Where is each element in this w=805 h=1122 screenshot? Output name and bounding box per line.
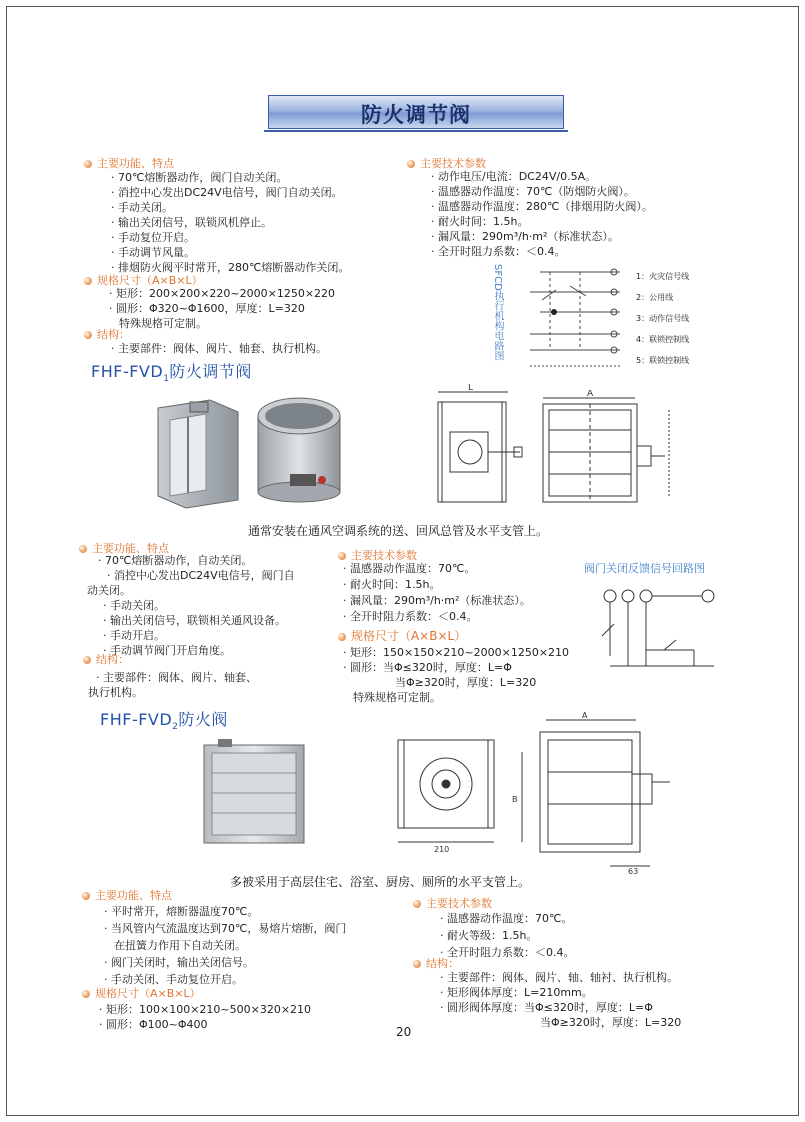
circuit-vertical-label: SFCD执行机构电路图: [492, 264, 503, 361]
list-item: · 手动开启。: [103, 629, 165, 642]
s1-size-heading: 规格尺寸（A×B×L）: [84, 272, 203, 288]
s2-struct-heading: 结构：: [83, 651, 129, 667]
list-item: · 耐火等级：1.5h。: [440, 929, 538, 942]
list-item: · 消控中心发出DC24V电信号，阀门自动关闭。: [111, 186, 343, 199]
s3-size-list: [99, 1002, 311, 1032]
list-item: · 矩形：200×200×220~2000×1250×220: [109, 287, 336, 300]
s2-functions-heading: 主要功能、特点: [79, 540, 169, 556]
list-item: · 矩形：150×150×210~2000×1250×210: [343, 646, 570, 659]
legend-item: 1：火灾信号线: [636, 272, 690, 281]
s1-tech-heading: 主要技术参数: [407, 155, 486, 171]
list-item: · 圆形：当Φ≤320时，厚度：L=Φ: [343, 661, 512, 674]
feedback-circuit-title: 阀门关闭反馈信号回路图: [584, 562, 705, 575]
list-item: · 70℃熔断器动作，自动关闭。: [98, 554, 253, 567]
bullet-icon: [407, 160, 415, 168]
s3-struct-heading: 结构：: [413, 955, 459, 971]
dimension-label: 210: [434, 845, 450, 854]
model-2-side-drawing: [392, 730, 504, 855]
list-item: · 手动复位开启。: [111, 231, 195, 244]
list-item: · 温感器动作温度：280℃（排烟用防火阀）。: [431, 200, 653, 213]
rectangular-damper-photo: [150, 390, 246, 510]
s3-functions-list: [104, 903, 346, 988]
dimension-label: L: [468, 384, 474, 393]
list-item: · 当风管内气流温度达到70℃，易熔片熔断，阀门: [104, 922, 347, 935]
list-item: · 阀门关闭时，输出关闭信号。: [104, 956, 254, 969]
s1-functions-heading: 主要功能、特点: [84, 155, 174, 171]
list-item: · 消控中心发出DC24V电信号，阀门自: [107, 569, 295, 582]
dimension-label: A: [582, 712, 588, 720]
list-item: 特殊规格可定制。: [353, 691, 441, 704]
dimension-label: B: [512, 795, 518, 804]
s2-size-list: [343, 645, 569, 705]
list-item: 动关闭。: [87, 584, 131, 597]
list-item: · 70℃熔断器动作，阀门自动关闭。: [111, 171, 288, 184]
model-1-title: FHF-$FVD_1$防火调节阀: [91, 362, 252, 385]
caption-1: 通常安装在通风空调系统的送、回风总管及水平支管上。: [248, 524, 549, 538]
list-item: · 平时常开，熔断器温度70℃。: [104, 905, 259, 918]
legend-item: 2：公用线: [636, 293, 674, 302]
circuit-legend: [636, 271, 689, 376]
list-item: · 全开时阻力系数：＜0.4。: [431, 245, 566, 258]
list-item: · 圆形阀体厚度：当Φ≤320时，厚度：L=Φ: [440, 1001, 653, 1014]
s1-struct-heading: 结构：: [84, 326, 130, 342]
list-item: · 矩形阀体厚度：L=210mm。: [440, 986, 593, 999]
list-item: 特殊规格可定制。: [119, 317, 207, 330]
bullet-icon: [84, 331, 92, 339]
legend-item: 5：联锁控制线: [636, 356, 690, 365]
s3-functions-heading: 主要功能、特点: [82, 887, 172, 903]
s3-struct-list: [440, 970, 681, 1030]
list-item: · 排烟防火阀平时常开，280℃熔断器动作关闭。: [111, 261, 350, 274]
s2-functions-list: [87, 553, 295, 658]
list-item: · 漏风量：290m³/h·m²（标准状态）。: [431, 230, 619, 243]
list-item: · 手动关闭、手动复位开启。: [104, 973, 243, 986]
list-item: · 温感器动作温度：70℃（防烟防火阀）。: [431, 185, 635, 198]
dimension-label: 63: [628, 867, 639, 876]
bullet-icon: [338, 552, 346, 560]
legend-item: 3：动作信号线: [636, 314, 690, 323]
s2-size-heading: 规格尺寸（A×B×L）: [338, 627, 466, 644]
list-item: · 动作电压/电流：DC24V/0.5A。: [431, 170, 597, 183]
sfcd-circuit-diagram: [510, 262, 630, 372]
bullet-icon: [82, 990, 90, 998]
bullet-icon: [84, 160, 92, 168]
list-item: · 耐火时间：1.5h。: [343, 578, 441, 591]
bullet-icon: [84, 277, 92, 285]
bullet-icon: [79, 545, 87, 553]
s1-tech-list: [431, 169, 653, 259]
side-view-drawing: [428, 384, 528, 509]
page-title: 防火调节阀: [361, 103, 471, 127]
model-2-front-drawing: [510, 712, 680, 877]
list-item: · 手动关闭。: [103, 599, 165, 612]
list-item: · 手动调节阀门开启角度。: [103, 644, 231, 657]
list-item: · 手动关闭。: [111, 201, 173, 214]
list-item: · 温感器动作温度：70℃。: [440, 912, 573, 925]
list-item: · 全开时阻力系数：＜0.4。: [440, 946, 575, 959]
legend-item: 4：联锁控制线: [636, 335, 690, 344]
title-banner: [268, 95, 564, 129]
list-item: · 主要部件：阀体、阀片、轴、轴衬、执行机构。: [440, 971, 678, 984]
s1-size-list: [109, 286, 335, 331]
front-view-drawing: [535, 390, 675, 510]
s1-struct-text: · 主要部件：阀体、阀片、轴套、执行机构。: [111, 342, 327, 355]
s1-functions-list: [111, 170, 349, 275]
round-damper-photo: [250, 390, 348, 508]
list-item: · 主要部件：阀体、阀片、轴套、: [96, 671, 257, 684]
list-item: 当Φ≥320时，厚度：L=320: [540, 1016, 682, 1029]
caption-2: 多被采用于高层住宅、浴室、厨房、厕所的水平支管上。: [230, 875, 531, 889]
s2-tech-list: [343, 561, 531, 625]
bullet-icon: [83, 656, 91, 664]
s2-struct-list: [88, 670, 257, 700]
list-item: · 输出关闭信号，联锁风机停止。: [111, 216, 272, 229]
list-item: · 矩形：100×100×210~500×320×210: [99, 1003, 312, 1016]
feedback-circuit-diagram: [584, 576, 724, 686]
s3-size-heading: 规格尺寸（A×B×L）: [82, 985, 201, 1001]
model-2-photo: [200, 737, 310, 847]
list-item: · 圆形：Φ100~Φ400: [99, 1018, 208, 1031]
list-item: · 全开时阻力系数：＜0.4。: [343, 610, 478, 623]
page-number: 20: [396, 1025, 412, 1039]
list-item: · 输出关闭信号，联锁相关通风设备。: [103, 614, 286, 627]
bullet-icon: [82, 892, 90, 900]
title-underline: [264, 130, 568, 132]
list-item: · 漏风量：290m³/h·m²（标准状态）。: [343, 594, 531, 607]
list-item: · 耐火时间：1.5h。: [431, 215, 529, 228]
bullet-icon: [338, 633, 346, 641]
list-item: 执行机构。: [88, 686, 143, 699]
list-item: · 温感器动作温度：70℃。: [343, 562, 476, 575]
list-item: · 圆形：Φ320~Φ1600，厚度：L=320: [109, 302, 305, 315]
bullet-icon: [413, 960, 421, 968]
dimension-label: A: [587, 390, 594, 399]
list-item: 在扭簧力作用下自动关闭。: [114, 939, 246, 952]
list-item: · 手动调节风量。: [111, 246, 195, 259]
s3-tech-list: [440, 910, 575, 961]
s3-tech-heading: 主要技术参数: [413, 895, 492, 911]
bullet-icon: [413, 900, 421, 908]
model-2-title: FHF-$FVD_2$防火阀: [100, 710, 228, 733]
list-item: 当Φ≥320时，厚度：L=320: [395, 676, 537, 689]
s2-tech-heading: 主要技术参数: [338, 547, 417, 563]
